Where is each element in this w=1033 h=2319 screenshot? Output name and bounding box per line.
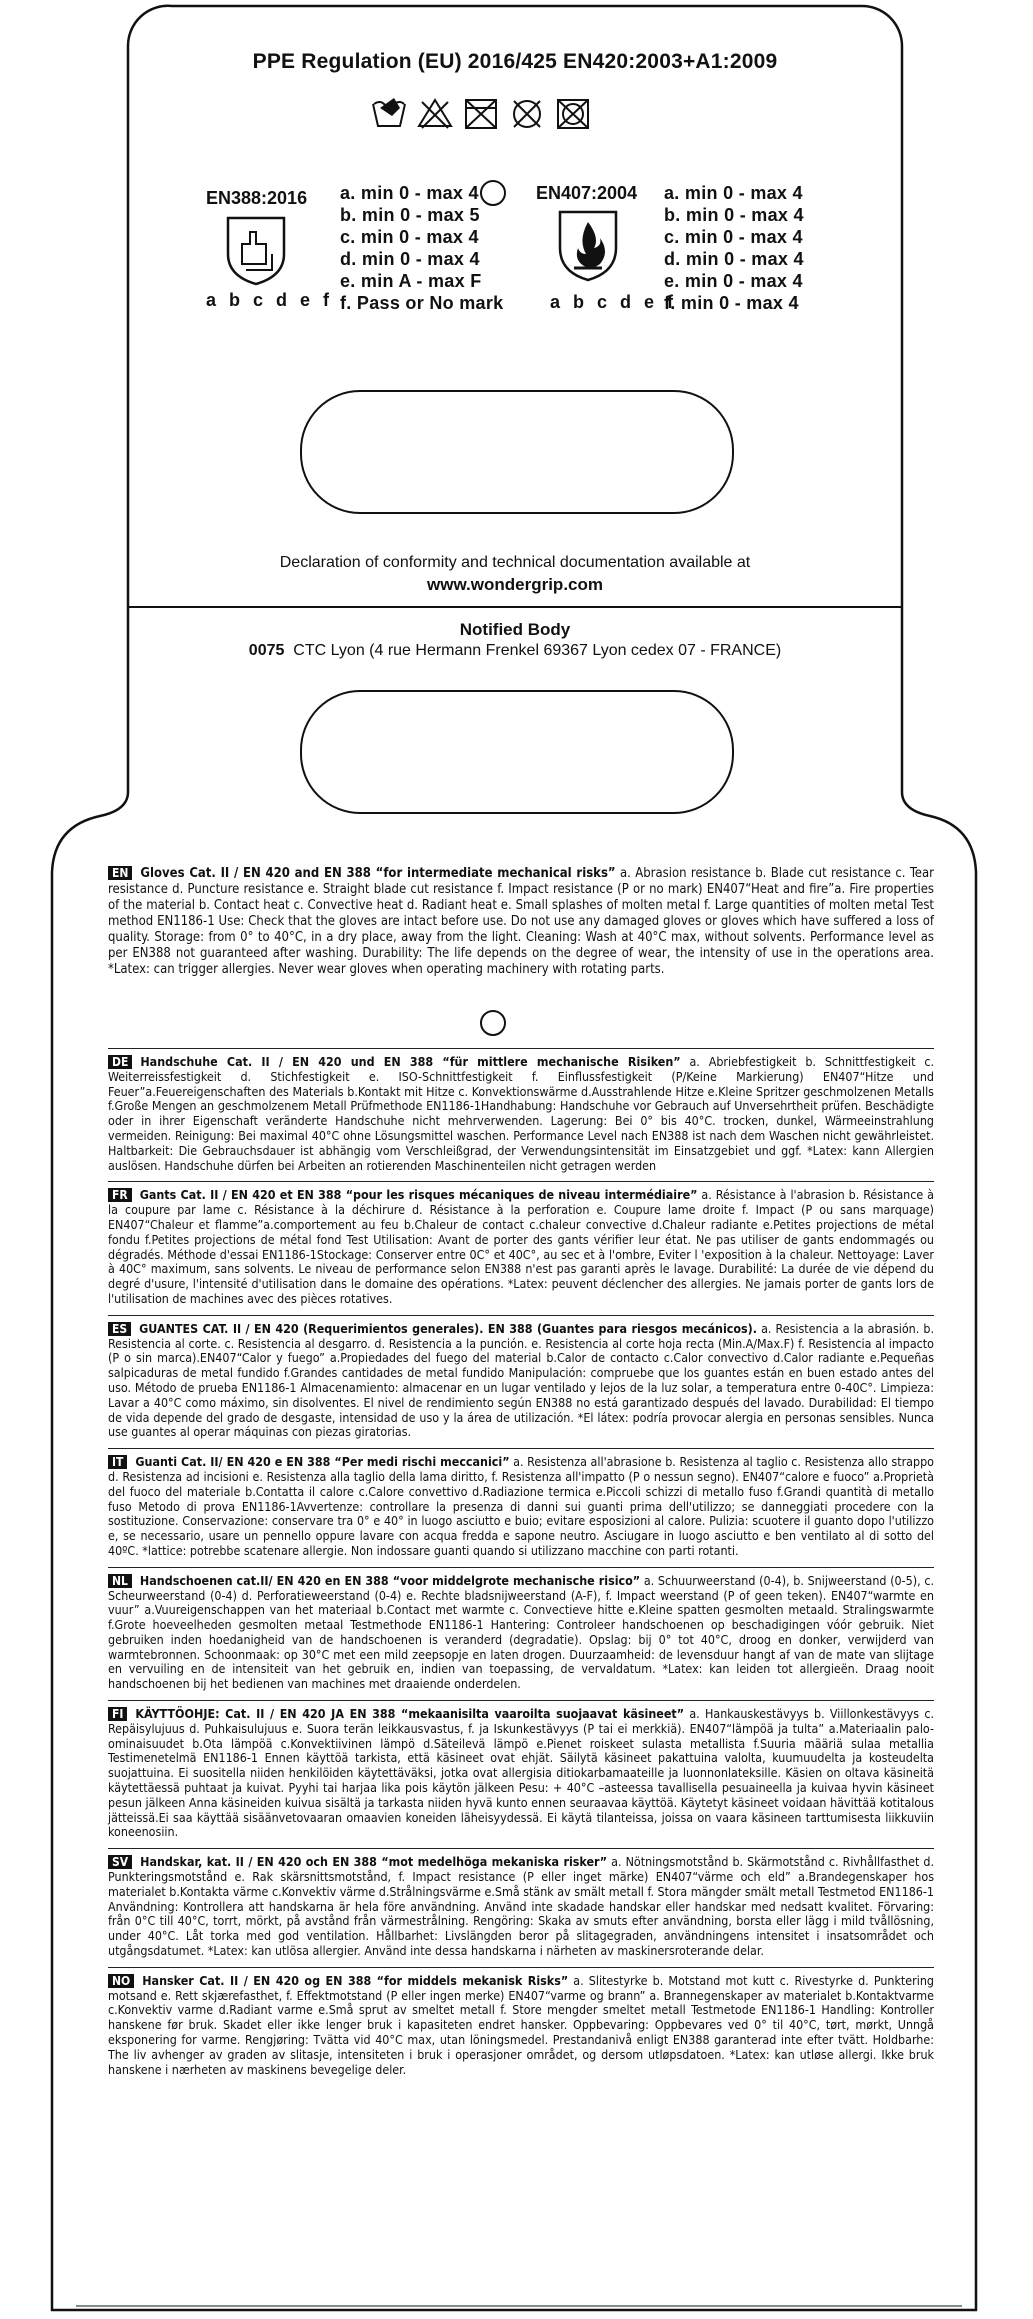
en388-item: b. min 0 - max 5 — [340, 205, 480, 225]
language-code: SV — [108, 1855, 132, 1869]
notified-body-line — [180, 642, 850, 660]
language-heading: GUANTES CAT. II / EN 420 (Requerimientos generales). EN 388 (Guantes para riesgos mecánicos). — [139, 1320, 757, 1336]
en407-item: f. min 0 - max 4 — [664, 293, 799, 313]
en407-letters: a b c d e f — [550, 292, 678, 312]
instructions-it — [108, 1449, 934, 1568]
declaration-text: Declaration of conformity and technical documentation available at — [279, 554, 751, 571]
language-code: FI — [108, 1707, 127, 1721]
en407-item: c. min 0 - max 4 — [664, 227, 803, 247]
language-heading: Guanti Cat. II/ EN 420 e EN 388 “Per medi rischi meccanici” — [135, 1454, 510, 1470]
en407-list — [664, 182, 804, 314]
en388-label: EN388:2016 — [206, 188, 308, 208]
instructions — [108, 860, 934, 2085]
en407-label: EN407:2004 — [536, 183, 638, 203]
language-code: ES — [108, 1322, 131, 1336]
punch-hole-lower — [480, 1010, 506, 1036]
no-iron-icon — [554, 94, 592, 132]
instructions-en — [108, 860, 934, 1049]
declaration — [180, 552, 850, 596]
care-symbols — [370, 92, 592, 134]
hang-slot — [300, 390, 734, 514]
language-code: NO — [108, 1974, 134, 1988]
notified-body-title: Notified Body — [459, 620, 571, 639]
instructions-es — [108, 1316, 934, 1449]
language-code: DE — [108, 1055, 132, 1069]
language-body: a. Resistenza all'abrasione b. Resistenza al taglio c. Resistenza allo strappo d. Resistenza ad incisioni e. Resistenza alla taglio della lama diritto, f. Resistenza all'impatto (P o nessun segno). EN407“calore e fuoco” a.Proprietà del fuoco del materiale b.Contatta il calore c.Calore convettivo d.Radiazione termica e.Piccoli schizzi di metallo fuso f.Grandi quantità di metallo fuso Metodo di prova EN1186-1Avvertenze: controllare la presenza di danni sui guanti prima dell'utilizzo; se danneggiati procedere con la sostituzione. Conservazione: conservare tra 0° e 40° in luogo asciutto e buio; evitare esposizioni al calore. Pulizia: scuotere il guanto dopo l'utilizzo e, se necessario, usare un pennello oppure lavare con acqua fredda e sapone neutro. Asciugare in luogo asciutto e ben ventilato al di sotto del 40ºC. *lattice: potrebbe scatenare allergie. Non indossare guanti quando si utilizzano macchine con parti rotanti. — [108, 1454, 934, 1558]
wash-40-icon — [370, 94, 408, 132]
mechanical-hazard-shield-icon — [224, 214, 288, 286]
instructions-fr — [108, 1182, 934, 1315]
regulation-title: PPE Regulation (EU) 2016/425 EN420:2003+A1:2009 — [252, 50, 778, 73]
en407-item: e. min 0 - max 4 — [664, 271, 803, 291]
hang-slot-lower — [300, 690, 734, 814]
language-body: a. Abrasion resistance b. Blade cut resistance c. Tear resistance d. Puncture resistance e. Straight blade cut resistance f. Impact resistance (P or no mark) EN407“Heat and fire”a. Fire properties of the material b. Contact heat c. Convective heat d. Radiant heat e. Small splashes of molten metal f. Large quantities of molten metal Test method EN1186-1 Use: Check that the gloves are intact before use. Do not use any damaged gloves or gloves which have suffered a loss of quality. Storage: from 0° to 40°C, in a dry place, away from the light. Cleaning: Wash at 40°C max, without solvents. Performance level as per EN388 not guaranteed after washing. Durability: The life depends on the degree of wear, the intensity of use in the operations area. *Latex: can trigger allergies. Never wear gloves when operating machinery with rotating parts. — [108, 866, 934, 977]
en388-item: f. Pass or No mark — [340, 293, 504, 313]
language-body: a. Slitestyrke b. Motstand mot kutt c. Rivestyrke d. Punktering motsand e. Rett skjærefasthet, f. Effektmotstand (P eller ingen merke) EN407“varme og brann” a. Brannegenskaper av materialet b.Kontaktvarme c.Konvektiv varme d.Radiant varme e.Små sprut av smeltet metall f. Store mengder smeltet metall Testmetode EN1186-1 Handling: Kontroller hanskene før bruk. Skadet eller ikke lenger bruk i kapasiteten endret hansker. Oppbevaring: Oppbevares ved 0° til 40°C, tørt, mørkt, Unngå eksponering for varme. Rengjøring: Tvätta vid 40°C max, utan löningsmedel. Prestandanivå enligt EN388 garanterad inte efter tvätt. Holdbarhe: The liv avhenger av graden av slitasje, intensiteten i bruk i operasjoner området, og dersom utløpsdatoen. *Latex: kan utløse allergi. Ikke bruk hanskene i nærheten av maskinens bevegelige deler. — [108, 1972, 934, 2077]
en407-item: d. min 0 - max 4 — [664, 249, 804, 269]
language-body: a. Resistencia a la abrasión. b. Resistencia al corte. c. Resistencia al desgarro. d. Resistencia a la punción. e. Resistencia al corte hoja recta (Min.A/Max.F) f. Resistencia al impacto (P o sin marca).EN407“Calor y fuego” a.Propiedades del fuego del material b.Calor de contacto c.Calor convectivo d.Calor radiante e.Pequeñas salpicaduras de metal fundido f.Grandes cantidades de metal fundido Manipulación: compruebe que los guantes están en buen estado antes del uso. Método de prueba EN1186-1 Almacenamiento: almacenar en un lugar ventilado y lejos de la luz solar, a temperatura entre 0-40C°. Limpieza: Lavar a 40°C como máximo, sin disolventes. El nivel de rendimiento según EN388 no está garantizado después del lavado. Durabilidad: El tiempo de vida depende del grado de desgaste, intensidad de uso y la área de utilización. *El látex: podría provocar alergia en personas sensibles. Nunca use guantes al operar máquinas con piezas giratorias. — [108, 1320, 934, 1440]
fire-hazard-shield-icon — [556, 208, 620, 282]
language-heading: Handskar, kat. II / EN 420 och EN 388 “mot medelhöga mekaniska risker” — [140, 1854, 608, 1870]
en388-item: c. min 0 - max 4 — [340, 227, 479, 247]
en407-item: a. min 0 - max 4 — [664, 183, 803, 203]
language-code: EN — [108, 866, 132, 880]
language-heading: Handschoenen cat.II/ EN 420 en EN 388 “voor middelgrote mechanische risico” — [139, 1572, 641, 1588]
en407-item: b. min 0 - max 4 — [664, 205, 804, 225]
language-body: a. Schuurweerstand (0-4), b. Snijweerstand (0-5), c. Scheurweerstand (0-4) d. Perforatieweerstand (0-4) e. Rechte bladsnijweerstand (A-F), f. Impact weerstand (P of geen teken). EN407“warmte en vuur” a.Vuureigenschappen van het materiaal b.Contact met warmte c. Convectieve hitte e.Kleine spatten gesmolten metaald. Stralingswarmte f.Grote hoeveelheden gesmolten metaal Testmethode EN1186-1 Hantering: Controleer handschoenen op beschadigingen vóór gebruik. Niet gebruiken inden hoedanigheid van de handschoenen is veranderd (degradatie). Opslag: bij 0° tot 40°C, droog en donker, verwijderd van warmtebronnen. Schoonmaak: op 30°C met een mild zeepsopje en laten drogen. Duurzaamheid: de levensduur hangt af van de mate van slijtage en vervuiling en de intensiteit van het gebruik en, indien van toepassing, de vervaldatum. *Latex: kan leiden tot allergieën. Draag nooit handschoenen bij het bedienen van machines met draaiende onderdelen. — [108, 1572, 934, 1692]
language-code: IT — [108, 1455, 127, 1469]
language-body: a. Hankauskestävyys b. Viillonkestävyys c. Repäisylujuus d. Puhkaisulujuus e. Suora terän leikkausvastus, f. ja Iskunkestävyys (P tai ei merkkiä). EN407“lämpöä ja tulta” a.Materiaalin palo-ominaisuudet b.Ota lämpöä c.Konvektiivinen lämpö d.Säteilevä lämpö e.Pienet roiskeet sulasta metallista f.Suuria määriä sulaa metallia Testimenetelmä EN1186-1 Ennen käyttöä tarkista, että käsineet ovat ehjät. Säilytä käsineet pakattuina valolta, kuumuudelta ja kosteudelta suojattuina. Ei suositella niiden henkilöiden käytettäväksi, jotka ovat allergisia ditiokarbamaateille ja luonnonlateksille. Käsien on oltava käsineitä käytettäessä puhtaat ja kuivat. Pyyhi tai harjaa lika pois käytön jälkeen Pesu: + 40°C –asteessa tavallisella pesuaineella ja kuivaa hyvin käsineet pesun jälkeen Anna käsineiden kuivua sisältä ja tarkasta niiden hyvä kunto ennen seuraavaa käyttöä. Käytetyt käsineet voidaan hävittää kotitalous jätteissä.Ei saa käyttää sisäänvetovaaran omaavien koneiden läheisyydessä. Ei käytä tilanteissa, joissa on vaara käsineen tarttumisesta liikkuviin koneenosiin. — [108, 1706, 934, 1840]
no-bleach-icon — [416, 94, 454, 132]
language-heading: KÄYTTÖOHJE: Cat. II / EN 420 JA EN 388 “mekaanisilta vaaroilta suojaavat käsineet” — [135, 1706, 685, 1722]
en388-item: e. min A - max F — [340, 271, 482, 291]
instructions-de — [108, 1049, 934, 1182]
website-link[interactable]: www.wondergrip.com — [427, 575, 603, 594]
language-body: a. Résistance à l'abrasion b. Résistance à la coupure par lame c. Résistance à la déchirure d. Résistance à la perforation e. Coupure lame droite f. Impact (P ou sans marquage) EN407“Chaleur et flamme”a.comportement au feu b.Chaleur de contact c.chaleur convective d.Chaleur radiante e.Petites projections de métal fondu f.Petites projections de métal fond Test Utilisation: Avant de porter des gants vérifier leur état. Ne pas utiliser de gants endommagés ou dégradés. Méthode d'essai EN1186-1Stockage: Conserver entre 0C° et 40C°, au sec et à l'ombre, Eviter l 'exposition à la chaleur. Nettoyage: Laver à 40C° maximum, sans solvents. Le niveau de performance selon EN388 n'est pas garanti après le lavage. Durabilité: La durée de vie dépend du degré d'usure, l'intensité d'utilisation dans le domaine des opérations. *Latex: peuvent déclencher des allergies. Ne jamais porter de gants lors de l'utilisation de machines avec des pièces rotatives. — [108, 1187, 934, 1306]
notified-body-number: 0075 — [248, 642, 285, 659]
en388-item: a. min 0 - max 4 — [340, 183, 479, 203]
punch-hole — [480, 180, 506, 206]
en388-list — [340, 182, 503, 314]
no-dry-clean-icon — [508, 94, 546, 132]
instructions-no — [108, 1968, 934, 2086]
notified-body-address: CTC Lyon (4 rue Hermann Frenkel 69367 Lyon cedex 07 - FRANCE) — [293, 642, 782, 659]
en388-letters: a b c d e f — [206, 290, 334, 310]
language-heading: Gants Cat. II / EN 420 et EN 388 “pour les risques mécaniques de niveau intermédiaire” — [139, 1187, 698, 1203]
instructions-fi — [108, 1701, 934, 1849]
language-heading: Handschuhe Cat. II / EN 420 und EN 388 “für mittlere mechanische Risiken” — [140, 1054, 681, 1069]
no-tumble-dry-icon — [462, 94, 500, 132]
instructions-sv — [108, 1849, 934, 1968]
language-code: FR — [108, 1188, 132, 1202]
en388-item: d. min 0 - max 4 — [340, 249, 480, 269]
language-body: a. Nötningsmotstånd b. Skärmotstånd c. Rivhållfasthet d. Punkteringsmotstånd e. Rak skärsnittsmotstånd, f. Impact resistance (P eller inget märke) EN407“värme och eld” a.Brandegenskaper hos materialet b.Kontakta värme c.Konvektiv värme d.Strålningsvärme e.Små stänk av smält metall f. Stora mängder smält metall Testmetod EN1186-1 Användning: Kontrollera att handskarna är hela före användning. Använd inte skadade handskar eller handskar med nedsatt kvalitet. Förvaring: från 0°C till 40°C, torrt, mörkt, på avstånd från värmestrålning. Rengöring: Skaka av smuts efter användning, borsta eller lägg i mild tvållösning, under 40°C. Låt torka med god ventilation. Hållbarhet: Livslängden beror på slitagegraden, användningens intensitet i insatsområdet och utgångsdatumet. *Latex: kan utlösa allergier. Använd inte dessa handskarna i närheten av maskinersroterande delar. — [108, 1854, 934, 1959]
language-heading: Hansker Cat. II / EN 420 og EN 388 “for middels mekanisk Risks” — [142, 1972, 569, 1988]
instructions-nl — [108, 1568, 934, 1701]
language-code: NL — [108, 1574, 132, 1588]
language-heading: Gloves Cat. II / EN 420 and EN 388 “for intermediate mechanical risks” — [140, 866, 616, 881]
language-body: a. Abriebfestigkeit b. Schnittfestigkeit c. Weiterreissfestigkeit d. Stichfestigkeit e. ISO-Schnittfestigkeit f. Einflussfestigkeit (P/Keine Markierung) EN407“Hitze und Feuer”a.Feuereigenschaften des Materials b.Kontakt mit Hitze c. Konvektionswärme d.Ausstrahlende Hitze e.Kleine Spritzer geschmolzenen Metalls f.Große Mengen an geschmolzenem Metall Prüfmethode EN1186-1Handhabung: Handschuhe vor Gebrauch auf Unversehrtheit prüfen. Beschädigte oder in ihrer Eigenschaft veränderte Handschuhe nicht mehrverwenden. Lagerung: Bei 0° bis 40°C. trocken, dunkel, Wärmeeinstrahlung vermeiden. Reinigung: Bei maximal 40°C ohne Lösungsmittel waschen. Performance Level nach EN388 ist nach dem Waschen nicht gewährleistet. Haltbarkeit: Die Gebrauchsdauer ist abhängig vom Verschleißgrad, der Verwendungsintensität im Einsatzgebiet und ggf. *Latex: kann Allergien auslösen. Handschuhe dürfen bei Arbeiten an rotierenden Maschinenteilen nicht getragen werden — [108, 1054, 934, 1173]
